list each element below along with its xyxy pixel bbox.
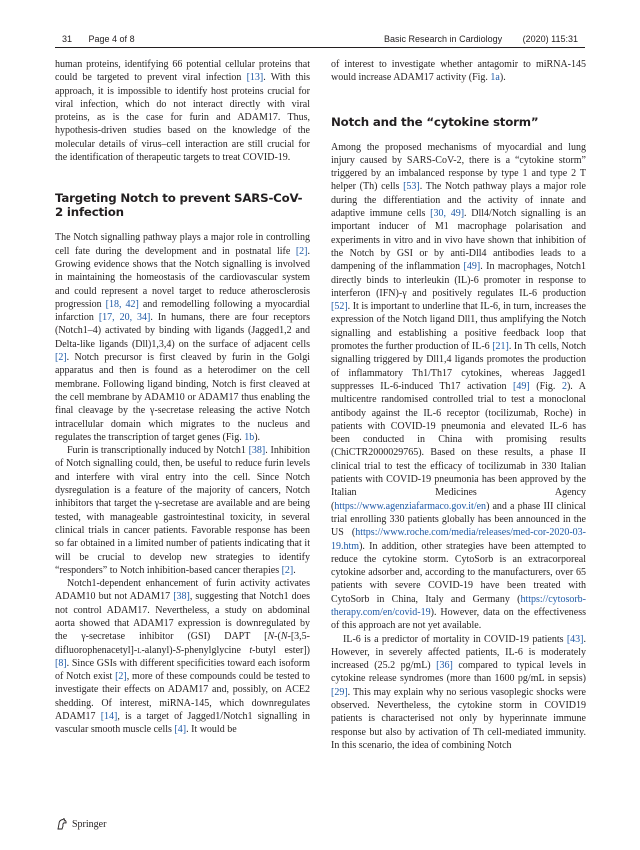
citation-link[interactable]: [36] bbox=[436, 660, 453, 672]
url-link[interactable]: https://www.roche.com/media/releases/med-cor-2020-03-19.htm bbox=[331, 527, 586, 552]
citation-link[interactable]: [43] bbox=[566, 633, 584, 645]
citation-link[interactable]: [4] bbox=[174, 724, 187, 736]
citation-link[interactable]: [17, 20, 34] bbox=[98, 312, 151, 324]
citation-link[interactable]: [18, 42] bbox=[105, 298, 139, 310]
section-heading: Targeting Notch to prevent SARS-CoV-2 infection bbox=[55, 191, 303, 220]
url-link[interactable]: https://cytosorb-therapy.com/en/covid-19 bbox=[331, 593, 586, 618]
citation-link[interactable]: [2] bbox=[55, 352, 67, 364]
springer-horse-icon bbox=[56, 818, 68, 830]
figure-link[interactable]: 2 bbox=[561, 380, 567, 392]
citation-link[interactable]: [53] bbox=[403, 181, 420, 193]
citation-link[interactable]: [2] bbox=[295, 245, 308, 257]
journal-name: Basic Research in Cardiology bbox=[384, 34, 503, 44]
left-column bbox=[55, 58, 310, 737]
paragraph: Notch1-dependent enhancement of furin activity activates ADAM10 but not ADAM17 [38], suggesting that Notch1 does not control ADAM17. Nevertheless, a study on abdominal aorta showed that ADAM17 expression is downregulated by the γ-secretase inhibitor (GSI) DAPT [N-(N-[3,5-difluorophenacetyl]-l-alanyl)-S-phenylglycine t-butyl ester]) [8]. Since GSIs with different specificities toward each isoform of Notch exist [2], more of these compounds could be tested to investigate their effects on ADAM17 and, possibly, on ACE2 shedding. Of interest, miRNA-145, which downregulates ADAM17 [14], is a target of Jagged1/Notch1 signalling in vascular smooth muscle cells [4]. It would be bbox=[55, 578, 310, 736]
running-header-right bbox=[366, 34, 578, 44]
citation-link[interactable]: [14] bbox=[100, 711, 118, 723]
citation-link[interactable]: [49] bbox=[513, 380, 530, 392]
citation-link[interactable]: [38] bbox=[248, 445, 266, 457]
citation-link[interactable]: [49] bbox=[463, 261, 481, 273]
header-rule bbox=[55, 47, 585, 48]
url-link[interactable]: https://www.agenziafarmaco.gov.it/en bbox=[334, 500, 487, 512]
paragraph: human proteins, identifying 66 potential cellular proteins that could be targeted to prevent viral infection [13]. With this approach, it is impossible to identify host proteins crucial for viral infection, which do not interact directly with viral proteins, as is the case for furin and ADAM17. Thus, hypothesis-driven studies based on the knowledge of the molecular details of virus–cell interaction are still crucial for the identification of therapeutic targets to treat COVID-19. bbox=[55, 59, 310, 164]
right-column bbox=[331, 58, 586, 752]
page-number: 31 bbox=[62, 34, 73, 44]
citation-link[interactable]: [30, 49] bbox=[430, 208, 465, 220]
publisher-name: Springer bbox=[72, 818, 107, 830]
citation-link[interactable]: [21] bbox=[492, 341, 509, 353]
citation-link[interactable]: [8] bbox=[55, 657, 67, 669]
paragraph: Furin is transcriptionally induced by Notch1 [38]. Inhibition of Notch signalling could, then, be useful to reduce furin levels and interfere with viral entry into the cell. Since Notch dysregulation is a feature of the majority of cancers, Notch inhibitors that target the γ-secretase are available and are being tested, with manageable gastrointestinal toxicity, in several clinical trials in cancer patients. Favorable response has been so far obtained in a limited number of patients indicating that it will be crucial to develop new strategies to identify “responders” to Notch inhibition-based cancer therapies [2]. bbox=[55, 445, 310, 576]
citation-link[interactable]: [29] bbox=[331, 686, 348, 698]
citation-link[interactable]: [2] bbox=[281, 564, 294, 576]
citation-link[interactable]: [38] bbox=[173, 591, 190, 603]
citation-link[interactable]: [52] bbox=[331, 301, 348, 313]
paragraph: Among the proposed mechanisms of myocardial and lung injury caused by SARS-CoV-2, there is a “cytokine storm” triggered by an imbalanced response by type 1 and type 2 T helper (Th) cells [53]. The Notch pathway plays a major role during the differentiation and the activity of innate and adaptive immune cells [30, 49]. Dll4/Notch signalling is an important inducer of M1 macrophage polarisation and experiments in vitro and in vivo have shown that inhibition of the Notch by GSI or by anti-Dll4 antibodies leads to a dampening of the inflammation [49]. In macrophages, Notch1 directly binds to interleukin (IL)-6 promoter in response to interferon (IFN)-γ and positively regulates IL-6 production [52]. It is important to underline that IL-6, in turn, increases the expression of the Notch ligand Dll1, thus amplifying the Notch signalling and establishing a positive feedback loop that promotes the further production of IL-6 [21]. In Th cells, Notch signalling triggered by Dll1,4 ligands promotes the production of inflammatory Th1/Th17 cytokines, whereas Jagged1 suppresses IL-6-induced Th17 activation [49] (Fig. 2). A multicentre randomised controlled trial to test a monoclonal antibody against the IL-6 receptor (tocilizumab, Roche) in patients with COVID-19 pneumonia and elevated IL-6 has been conducted in China with promising results (ChiCTR2000029765). Based on these results, a phase II clinical trial to test the efficacy of tocilizumab in 330 Italian patients with COVID-19 pneumonia has been approved by the Italian Medicines Agency (https://www.agenziafarmaco.gov.it/en) and a phase III clinical trial enrolling 330 patients globally has been announced in the US (https://www.roche.com/media/releases/med-cor-2020-03-19.htm). In addition, other strategies have been attempted to reduce the cytokine storm. CytoSorb is an extracorporeal cytokine adsorber and, according to the manufacturers, over 65 patients with severe COVID-19 have been treated with CytoSorb in China, Italy and Germany (https://cytosorb-therapy.com/en/covid-19). However, data on the effectiveness of this approach are not yet available. bbox=[331, 141, 587, 632]
paragraph: IL-6 is a predictor of mortality in COVID-19 patients [43]. However, in severely affected patients, IL-6 is moderately increased (25.2 pg/mL) [36] compared to typical levels in cytokine release syndromes (more than 1600 pg/mL in sepsis) [29]. This may explain why no serious vasoplegic shocks were observed. Nevertheless, the cytokine storm in COVID19 patients is characterised not only by hyperinnate immune response but also by activation of Th cell-mediated immunity. In this scenario, the idea of combining Notch bbox=[331, 633, 586, 751]
paragraph: The Notch signalling pathway plays a major role in controlling cell fate during the development and in postnatal life [2]. Growing evidence shows that the Notch signalling is involved in maintaining the homeostasis of the cardiovascular system and could represent a novel target to reduce atherosclerosis progression [18, 42] and remodelling following a myocardial infarction [17, 20, 34]. In humans, there are four receptors (Notch1–4) activated by binding with ligands (Jagged1,2 and Delta-like ligands (Dll)1,3,4) on the surface of adjacent cells [2]. Notch precursor is first cleaved by furin in the Golgi apparatus and then is found as a heterodimer on the cell membrane. Following ligand binding, Notch is first cleaved at the cell membrane by ADAM10 or ADAM17 thus enabling the final cleavage by the γ-secretase releasing the active Notch intracellular domain which migrates to the nucleus and regulates the transcription of target genes (Fig. 1b). bbox=[55, 232, 311, 443]
figure-link[interactable]: 1a bbox=[490, 72, 500, 84]
page-label: Page 4 of 8 bbox=[88, 34, 135, 44]
page-footer bbox=[56, 818, 106, 830]
section-heading: Notch and the “cytokine storm” bbox=[331, 114, 539, 129]
figure-link[interactable]: 1b bbox=[244, 431, 255, 443]
journal-citation: (2020) 115:31 bbox=[522, 34, 578, 44]
paragraph: of interest to investigate whether antagomir to miRNA-145 would increase ADAM17 activity (Fig. 1a). bbox=[331, 59, 586, 84]
citation-link[interactable]: [2] bbox=[115, 671, 127, 683]
running-header-left bbox=[62, 34, 149, 44]
citation-link[interactable]: [13] bbox=[246, 72, 264, 84]
